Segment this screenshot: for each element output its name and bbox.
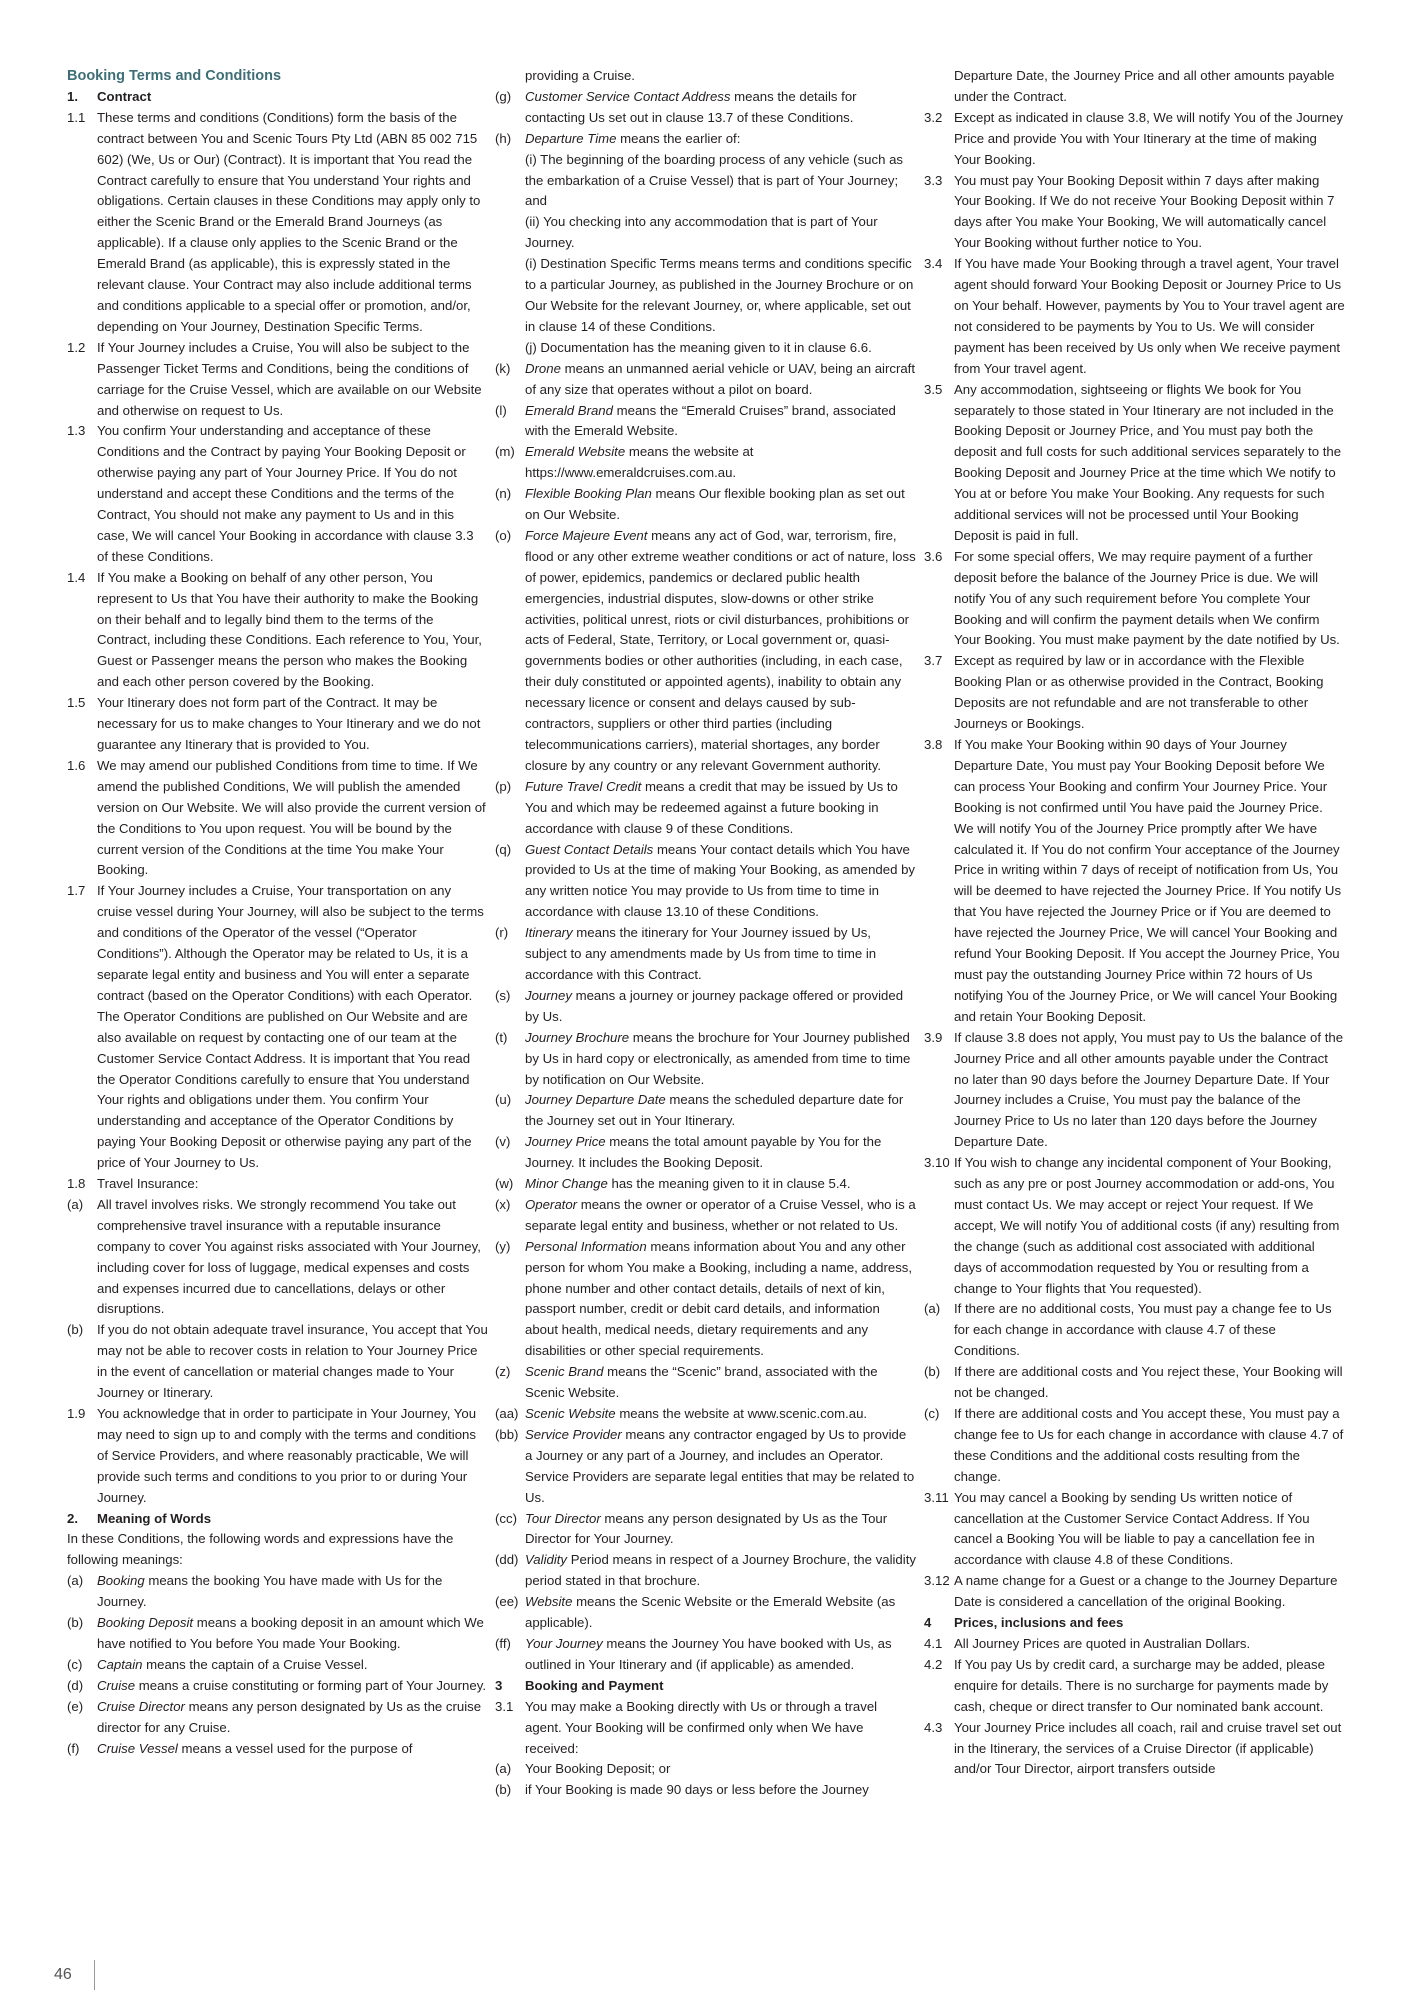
clause-text: We may amend our published Conditions from time to time. If We amend the published Conditions, We will publish the amended version on Our Website. We will also provide the current version of the Conditions to You upon request. You will be bound by the current version of the Conditions at the time You make Your Booking. [97, 757, 486, 878]
clause-text: You acknowledge that in order to participate in Your Journey, You may need to sign up to and comply with the terms and conditions of Service Providers, and where reasonably practicable, We will provide such terms and conditions to you prior to or during Your Journey. [97, 1406, 477, 1505]
clause [495, 1592, 916, 1634]
clause-text [525, 777, 916, 840]
clause [495, 1425, 916, 1509]
clause [495, 359, 916, 401]
definition-text: means information about You and any other person for whom You make a Booking, including a name, address, phone number and other contact details, details of next of kin, passport number, credit or debit card details, and information about health, medical needs, dietary requirements and any disabilities or other special requirements. [525, 1238, 913, 1359]
clause-number: 1.4 [67, 569, 86, 585]
clause [67, 756, 488, 881]
clause-continuation: Departure Date, the Journey Price and all other amounts payable under the Contract. [954, 68, 1335, 104]
clause-text [525, 1237, 916, 1362]
clause-text: If there are no additional costs, You must pay a change fee to Us for each change in accordance with clause 4.7 of these Conditions. [954, 1301, 1332, 1359]
defined-term: Itinerary [525, 925, 573, 941]
clause-text: If You pay Us by credit card, a surcharge may be added, please enquire for details. There is no surcharge for payments made by cash, cheque or direct transfer to Our nominated bank account. [954, 1656, 1329, 1714]
definition-text: means the captain of a Cruise Vessel. [142, 1656, 368, 1672]
defined-term: Tour Director [525, 1510, 601, 1526]
clause-number: 3.6 [924, 548, 943, 564]
defined-term: Validity [525, 1552, 568, 1568]
clause-number: 3.5 [924, 381, 943, 397]
definition-text: means the booking You have made with Us for the Journey. [97, 1573, 443, 1610]
defined-term: Scenic Brand [525, 1364, 604, 1380]
clause-continuation: (i) The beginning of the boarding process of any vehicle (such as the embarkation of a Cruise Vessel) that is part of Your Journey; and [525, 151, 904, 209]
definition-text: means an unmanned aerial vehicle or UAV, being an aircraft of any size that operates without a pilot on board. [525, 360, 915, 397]
defined-term: Service Provider [525, 1426, 622, 1442]
clause-text: You may cancel a Booking by sending Us written notice of cancellation at the Customer Service Contact Address. If You cancel a Booking You will be liable to pay a cancellation fee in accordance with clause 4.8 of these Conditions. [954, 1489, 1315, 1568]
defined-term: Journey Departure Date [525, 1092, 666, 1108]
clause-number: 1.9 [67, 1406, 86, 1421]
clause-number: (bb) [495, 1426, 519, 1442]
clause-text [525, 923, 916, 986]
definition-text: means the earlier of: [616, 130, 741, 146]
clause [924, 380, 1345, 547]
clause-number: (v) [495, 1134, 511, 1150]
clause-number: (e) [67, 1698, 84, 1714]
definition-text: means the brochure for Your Journey published by Us in hard copy or electronically, as amended from time to time by notification on Our Website. [525, 1029, 911, 1087]
definition-text: means the Journey You have booked with Us, as outlined in Your Itinerary and (if applicable) as amended. [525, 1635, 892, 1672]
column-1 [67, 66, 488, 1759]
clause [924, 1153, 1345, 1299]
clause-number: 4.1 [924, 1635, 943, 1651]
definition-text: means any person designated by Us as the cruise director for any Cruise. [97, 1698, 482, 1735]
clause-number: 3.2 [924, 109, 943, 125]
definition-text: means the website at https://www.emeraldcruises.com.au. [525, 444, 754, 481]
clause-text [97, 1676, 488, 1697]
clause [67, 1676, 488, 1697]
clause [495, 401, 916, 443]
clause-text [525, 1509, 916, 1551]
clause [495, 1780, 916, 1801]
clause-text [97, 1655, 488, 1676]
column-3-content [924, 66, 1345, 1780]
clause [924, 254, 1345, 379]
column-3 [924, 66, 1345, 1780]
clause-number: (l) [495, 402, 507, 418]
clause-text [525, 1592, 916, 1634]
clause-continuation: (ii) You checking into any accommodation that is part of Your Journey. [525, 214, 878, 251]
clause-number: (y) [495, 1238, 511, 1254]
defined-term: Drone [525, 360, 561, 376]
clause-number: (t) [495, 1029, 508, 1045]
page-number-divider [94, 1960, 95, 1990]
clause-text [525, 1090, 916, 1132]
clause-number: (s) [495, 987, 511, 1003]
section-title: Prices, inclusions and fees [954, 1615, 1124, 1631]
clause-text: Your Booking Deposit; or [525, 1761, 671, 1777]
defined-term: Scenic Website [525, 1406, 616, 1421]
definition-text: means any person designated by Us as the Tour Director for Your Journey. [525, 1510, 888, 1547]
clause [495, 1090, 916, 1132]
defined-term: Booking Deposit [97, 1615, 194, 1631]
clause [67, 1195, 488, 1320]
section-heading [67, 87, 488, 108]
defined-term: Minor Change [525, 1176, 608, 1192]
defined-term: Operator [525, 1196, 578, 1212]
clause-number: (cc) [495, 1510, 517, 1526]
clause-text [525, 1174, 916, 1195]
clause-number: 3.4 [924, 256, 943, 272]
defined-term: Cruise Vessel [97, 1740, 178, 1756]
clause-text [525, 359, 916, 401]
defined-term: Emerald Website [525, 444, 626, 460]
clause [495, 923, 916, 986]
defined-term: Booking [97, 1573, 145, 1589]
clause-text [525, 401, 916, 443]
clause-text: Except as indicated in clause 3.8, We will notify You of the Journey Price and provide You with Your Itinerary at the time of making Your Booking. [954, 109, 1344, 167]
clause [67, 1320, 488, 1404]
clause [67, 1174, 488, 1195]
clause-text: You confirm Your understanding and acceptance of these Conditions and the Contract by paying Your Booking Deposit or otherwise paying any part of Your Journey Price. If You do not understand and accept these Conditions and the terms of the Contract, You should not make any payment to Us and in this case, We will cancel Your Booking in accordance with clause 3.3 of these Conditions. [97, 423, 474, 564]
clause [67, 421, 488, 567]
definition-text: means the scheduled departure date for the Journey set out in Your Itinerary. [525, 1092, 904, 1129]
clause-text: Except as required by law or in accordance with the Flexible Booking Plan or as otherwise provided in the Contract, Booking Deposits are not refundable and are not transferable to other Journeys or Bookings. [954, 653, 1324, 732]
clause-number: 1.1 [67, 109, 86, 125]
definition-text: means the itinerary for Your Journey issued by Us, subject to any amendments made by Us from time to time in accordance with this Contract. [525, 925, 877, 982]
defined-term: Journey Price [525, 1134, 606, 1150]
paragraph: In these Conditions, the following words and expressions have the following meanings: [67, 1531, 454, 1568]
clause-number: 3.11 [924, 1489, 949, 1505]
clause-number: (k) [495, 360, 511, 376]
clause-number: 3.9 [924, 1029, 943, 1045]
clause-number: 4.3 [924, 1719, 943, 1735]
clause [495, 1237, 916, 1362]
page-number: 46 [54, 1966, 72, 1983]
clause-text: If there are additional costs and You accept these, You must pay a change fee to Us for each change in accordance with clause 4.7 of these Conditions and the additional costs resulting from the change. [954, 1406, 1344, 1484]
clause-text: If Your Journey includes a Cruise, You will also be subject to the Passenger Ticket Terms and Conditions, being the conditions of carriage for the Cruise Vessel, which are available on our Website and otherwise on request to Us. [97, 339, 482, 418]
clause-number: (m) [495, 444, 515, 460]
clause [67, 338, 488, 422]
clause-number: 1.8 [67, 1176, 86, 1192]
clause [67, 1739, 488, 1760]
clause-number: (p) [495, 778, 512, 794]
clause-number: (x) [495, 1196, 511, 1212]
clause-text: For some special offers, We may require payment of a further deposit before the balance of the Journey Price is due. We will notify You of any such requirement before You complete Your Booking and will confirm the payment details when We confirm Your Booking. You must make payment by the date notified by Us. [954, 548, 1340, 648]
clause [67, 568, 488, 693]
clause [495, 840, 916, 924]
clause [67, 1697, 488, 1739]
clause [924, 1718, 1345, 1781]
clause-text [97, 1739, 488, 1760]
defined-term: Departure Time [525, 130, 617, 146]
clause [924, 1634, 1345, 1655]
clause-number: (h) [495, 130, 512, 146]
clause-number: 4.2 [924, 1656, 943, 1672]
clause-number: 2. [67, 1510, 78, 1526]
clause-number: (c) [924, 1406, 940, 1421]
section-heading [67, 1509, 488, 1530]
clause-number: (w) [495, 1176, 514, 1192]
defined-term: Captain [97, 1656, 143, 1672]
clause [495, 986, 916, 1028]
defined-term: Cruise [97, 1677, 136, 1693]
defined-term: Website [525, 1594, 573, 1610]
definition-text: means any contractor engaged by Us to provide a Journey or any part of a Journey, and includes an Operator. Service Providers are separate legal entities that may be related to Us. [525, 1426, 915, 1505]
clause [495, 1509, 916, 1551]
definition-text: means the “Scenic” brand, associated with the Scenic Website. [525, 1364, 878, 1401]
clause [495, 87, 916, 129]
column-2 [495, 66, 916, 1801]
defined-term: Journey [525, 987, 572, 1003]
clause-text [525, 1404, 916, 1425]
clause-text: If You make Your Booking within 90 days of Your Journey Departure Date, You must pay Your Booking Deposit before We can process Your Booking and confirm Your Journey Price. Your Booking is not confirmed until You have paid the Journey Price. We will notify You of the Journey Price promptly after We have calculated it. If You do not confirm Your acceptance of the Journey Price in writing within 7 days of receipt of notification from Us, You will be deemed to have rejected the Journey Price. If You notify Us that You have rejected the Journey Price or if You are deemed to have rejected the Journey Price, We will cancel Your Booking and refund Your Booking Deposit. If You accept the Journey Price, You must pay the outstanding Journey Price within 72 hours of Us notifying You of the Journey Price, or We will cancel Your Booking and retain Your Booking Deposit. [954, 737, 1342, 1024]
defined-term: Cruise Director [97, 1698, 185, 1714]
clause-number: (o) [495, 527, 512, 543]
clause [924, 171, 1345, 255]
clause [495, 484, 916, 526]
clause-text: A name change for a Guest or a change to the Journey Departure Date is considered a cancellation of the original Booking. [954, 1573, 1338, 1610]
clause [67, 1404, 488, 1509]
clause-continuation: (j) Documentation has the meaning given to it in clause 6.6. [525, 339, 872, 355]
clause-number: 3.3 [924, 172, 943, 188]
clause-text: Your Itinerary does not form part of the Contract. It may be necessary for us to make changes to Your Itinerary and we do not guarantee any Itinerary that is provided to You. [97, 695, 481, 752]
clause-number: (ff) [495, 1635, 511, 1651]
clause [924, 651, 1345, 735]
definition-text: means the details for contacting Us set out in clause 13.7 of these Conditions. [525, 88, 857, 125]
clause-text [525, 1550, 916, 1592]
clause [924, 108, 1345, 171]
definition-text: Period means in respect of a Journey Brochure, the validity period stated in that brochure. [525, 1552, 916, 1589]
clause [924, 1362, 1345, 1404]
clause-number: (b) [67, 1615, 84, 1631]
clause-number: (z) [495, 1364, 511, 1380]
clause [924, 1404, 1345, 1488]
clause-number: (ee) [495, 1594, 519, 1610]
definition-text: means the website at www.scenic.com.au. [615, 1406, 868, 1421]
clause [495, 1132, 916, 1174]
clause-text [525, 840, 916, 924]
clause-number: 1.2 [67, 339, 86, 355]
clause-text: If You make a Booking on behalf of any other person, You represent to Us that You have their authority to make the Booking on their behalf and to legally bind them to the terms of the Contract, including these Conditions. Each reference to You, Your, Guest or Passenger means the person who makes the Booking and each other person covered by the Booking. [97, 569, 482, 690]
clause-text [525, 129, 916, 150]
clause-text [525, 1028, 916, 1091]
clause-text [525, 1425, 916, 1509]
clause-text: You may make a Booking directly with Us or through a travel agent. Your Booking will be confirmed only when We have received: [525, 1698, 878, 1756]
definition-text: means a cruise constituting or forming part of Your Journey. [135, 1677, 486, 1693]
definition-text: means a credit that may be issued by Us to You and which may be redeemed against a future booking in accordance with clause 9 of these Conditions. [525, 778, 898, 836]
definition-text: means a journey or journey package offered or provided by Us. [525, 987, 904, 1024]
clause-number: (a) [495, 1761, 512, 1777]
defined-term: Flexible Booking Plan [525, 486, 652, 502]
clause-number: 3.8 [924, 737, 943, 752]
defined-term: Your Journey [525, 1635, 603, 1651]
clause-number: 1.6 [67, 757, 86, 773]
clause [495, 1404, 916, 1425]
clause-number: (n) [495, 486, 512, 502]
column-1-content [67, 87, 488, 1760]
clause-text: Your Journey Price includes all coach, rail and cruise travel set out in the Itinerary, the services of a Cruise Director (if applicable) and/or Tour Director, airport transfers outside [954, 1719, 1342, 1777]
clause-number: (d) [67, 1677, 84, 1693]
clause-number: 1.5 [67, 695, 86, 711]
clause-text: If there are additional costs and You reject these, Your Booking will not be changed. [954, 1364, 1343, 1401]
clause-text [525, 1634, 916, 1676]
clause-text: Travel Insurance: [97, 1176, 199, 1192]
definition-text: means Our flexible booking plan as set out on Our Website. [525, 486, 905, 523]
clause [495, 1028, 916, 1091]
clause [495, 1634, 916, 1676]
clause-text [97, 1613, 488, 1655]
clause-text [97, 1697, 488, 1739]
clause-text [525, 87, 916, 129]
clause-text [525, 1195, 916, 1237]
definition-text: has the meaning given to it in clause 5.4. [607, 1176, 851, 1192]
section-title: Contract [97, 88, 152, 104]
section-heading [495, 1676, 916, 1697]
clause-text [525, 986, 916, 1028]
clause-text [97, 1571, 488, 1613]
clause [924, 735, 1345, 1028]
clause [67, 1571, 488, 1613]
clause [67, 1655, 488, 1676]
clause [495, 1174, 916, 1195]
clause [67, 693, 488, 756]
clause [924, 547, 1345, 652]
clause-number: 1.7 [67, 883, 86, 899]
definition-text: means a vessel used for the purpose of [177, 1740, 413, 1756]
clause-text: If You wish to change any incidental component of Your Booking, such as any pre or post Journey accommodation or add-ons, You must contact Us. We may accept or reject Your request. If We accept, We will notify You of additional costs (if any) resulting from the change (such as additional cost associated with additional days of accommodation requested by You or resulting from a change to Your flights that You requested). [954, 1155, 1340, 1296]
clause-text: Any accommodation, sightseeing or flights We book for You separately to those stated in Your Itinerary are not included in the Booking Deposit or Journey Price, and You must pay both the deposit and full costs for such additional services separately to the Booking Deposit and Journey Price at the time which We notify to You at or before You make Your Booking. Any requests for such additional services will not be processed until Your Booking Deposit is paid in full. [954, 381, 1342, 543]
clause-number: (q) [495, 841, 512, 857]
column-2-content [495, 66, 916, 1801]
clause [495, 777, 916, 840]
clause-number: 3.10 [924, 1155, 950, 1171]
clause-text: If You have made Your Booking through a travel agent, Your travel agent should forward Your Booking Deposit or Journey Price to Us on Your behalf. However, payments by You to Your travel agent are not considered to be payments by You to Us. We will consider payment has been received by Us only when We receive payment from Your travel agent. [954, 256, 1345, 376]
clause-number: (u) [495, 1092, 512, 1108]
clause [924, 1299, 1345, 1362]
clause-text: If you do not obtain adequate travel insurance, You accept that You may not be able to recover costs in relation to Your Journey Price in the event of cancellation or material changes made to Your Journey or Itinerary. [97, 1322, 488, 1401]
defined-term: Personal Information [525, 1238, 647, 1254]
defined-term: Journey Brochure [525, 1029, 630, 1045]
clause-text [525, 442, 916, 484]
section-title: Booking and Payment [525, 1677, 664, 1693]
definition-text: means the total amount payable by You for the Journey. It includes the Booking Deposit. [525, 1134, 882, 1171]
clause-text: if Your Booking is made 90 days or less before the Journey [525, 1782, 869, 1798]
definition-text: means the owner or operator of a Cruise Vessel, who is a separate legal entity and business, whether or not related to Us. [525, 1196, 916, 1233]
clause-number: (b) [495, 1782, 512, 1798]
clause-number: (aa) [495, 1406, 519, 1421]
clause-number: 1.3 [67, 423, 86, 439]
clause-number: (b) [924, 1364, 941, 1380]
clause [924, 1028, 1345, 1153]
clause [495, 1697, 916, 1760]
defined-term: Force Majeure Event [525, 527, 648, 543]
definition-text: means any act of God, war, terrorism, fire, flood or any other extreme weather conditions or act of nature, loss of power, epidemics, pandemics or declared public health emergencies, industrial disputes, slow-downs or other strike activities, political unrest, riots or civil disturbances, prohibitions or acts of Federal, State, Territory, or Local government or, quasi-governments bodies or other authorities (including, in each case, their duly constituted or appointed agents), inability to obtain any necessary licence or consent and delays caused by sub-contractors, suppliers or other third parties (including telecommunications carriers), material shortages, any border closure by any country or any relevant Government authority. [525, 527, 916, 773]
clause-number: (b) [67, 1322, 84, 1338]
clause-number: (a) [67, 1196, 84, 1212]
section-title: Meaning of Words [97, 1510, 212, 1526]
clause-number: 3 [495, 1677, 503, 1693]
clause-number: 3.7 [924, 653, 943, 669]
definition-text: means Your contact details which You have provided to Us at the time of making Your Booking, as amended by any written notice You may provide to Us from time to time in accordance with clause 13.10 of these Conditions. [525, 841, 915, 920]
clause-number: (g) [495, 88, 512, 104]
clause [67, 881, 488, 1174]
clause-number: 3.12 [924, 1573, 950, 1589]
clause-number: (f) [67, 1740, 80, 1756]
clause-number: 1. [67, 88, 78, 104]
clause-text: These terms and conditions (Conditions) form the basis of the contract between You and Scenic Tours Pty Ltd (ABN 85 002 715 602) (We, Us or Our) (Contract). It is important that You read the Contract carefully to ensure that You understand Your rights and obligations. Certain clauses in these Conditions may apply only to either the Scenic Brand or the Emerald Brand Journeys (as applicable). If a clause only applies to the Scenic Brand or the Emerald Brand (as applicable), this is expressly stated in the relevant clause. Your Contract may also include additional terms and conditions applicable to a special offer or promotion, and/or, depending on Your Journey, Destination Specific Terms. [97, 109, 481, 334]
definition-text: means a booking deposit in an amount which We have notified to You before You made Your Booking. [97, 1615, 484, 1651]
clause [495, 526, 916, 777]
defined-term: Emerald Brand [525, 402, 613, 418]
clause-number: (dd) [495, 1552, 519, 1568]
defined-term: Customer Service Contact Address [525, 88, 731, 104]
clause-text: You must pay Your Booking Deposit within 7 days after making Your Booking. If We do not receive Your Booking Deposit within 7 days after You make Your Booking, We will automatically cancel Your Booking without further notice to You. [954, 172, 1335, 251]
defined-term: Guest Contact Details [525, 841, 654, 857]
definition-text: means the Scenic Website or the Emerald Website (as applicable). [525, 1594, 896, 1631]
clause-text: All travel involves risks. We strongly recommend You take out comprehensive travel insurance with a reputable insurance company to cover You against risks associated with Your Journey, including cover for loss of luggage, medical expenses and costs and expenses incurred due to cancellations, delays or other disruptions. [97, 1196, 481, 1317]
definition-text: means the “Emerald Cruises” brand, associated with the Emerald Website. [525, 402, 896, 439]
clause-continuation: providing a Cruise. [525, 68, 635, 83]
defined-term: Future Travel Credit [525, 778, 642, 794]
clause-text: All Journey Prices are quoted in Australian Dollars. [954, 1635, 1251, 1651]
clause-number: (a) [67, 1573, 84, 1589]
clause [495, 442, 916, 484]
clause [495, 1195, 916, 1237]
clause-number: 3.1 [495, 1698, 514, 1714]
clause [67, 108, 488, 338]
clause-text: If clause 3.8 does not apply, You must pay to Us the balance of the Journey Price and all other amounts payable under the Contract no later than 90 days before the Journey Departure Date. If Your Journey includes a Cruise, You must pay the balance of the Journey Price to Us no later than 120 days before the Journey Departure Date. [954, 1029, 1344, 1150]
clause [495, 1550, 916, 1592]
clause [924, 1488, 1345, 1572]
clause-text [525, 1132, 916, 1174]
clause-text [525, 484, 916, 526]
clause-number: (a) [924, 1301, 941, 1317]
clause [67, 1613, 488, 1655]
clause-text: If Your Journey includes a Cruise, Your transportation on any cruise vessel during Your Journey, will also be subject to the terms and conditions of the Operator of the vessel (“Operator Conditions”). Although the Operator may be related to Us, it is a separate legal entity and business and You will enter a separate contract (based on the Operator Conditions) with each Operator. The Operator Conditions are published on Our Website and are also available on request by contacting one of our team at the Customer Service Contact Address. It is important that You read the Operator Conditions carefully to ensure that You understand Your rights and obligations under them. You confirm Your understanding and acceptance of the Operator Conditions by paying Your Booking Deposit or otherwise paying any part of the price of Your Journey to Us. [97, 883, 484, 1171]
clause [924, 1571, 1345, 1613]
document-title: Booking Terms and Conditions [67, 68, 282, 84]
clause-number: (r) [495, 925, 509, 941]
clause-continuation: (i) Destination Specific Terms means terms and conditions specific to a particular Journey, as published in the Journey Brochure or on Our Website for the relevant Journey, or, where applicable, set out in clause 14 of these Conditions. [525, 256, 914, 334]
clause-text [525, 526, 916, 777]
clause-number: 4 [924, 1615, 932, 1631]
section-heading [924, 1613, 1345, 1634]
clause [495, 129, 916, 150]
clause [495, 1362, 916, 1404]
clause-number: (c) [67, 1656, 83, 1672]
clause [495, 1759, 916, 1780]
clause-text [525, 1362, 916, 1404]
clause [924, 1655, 1345, 1718]
